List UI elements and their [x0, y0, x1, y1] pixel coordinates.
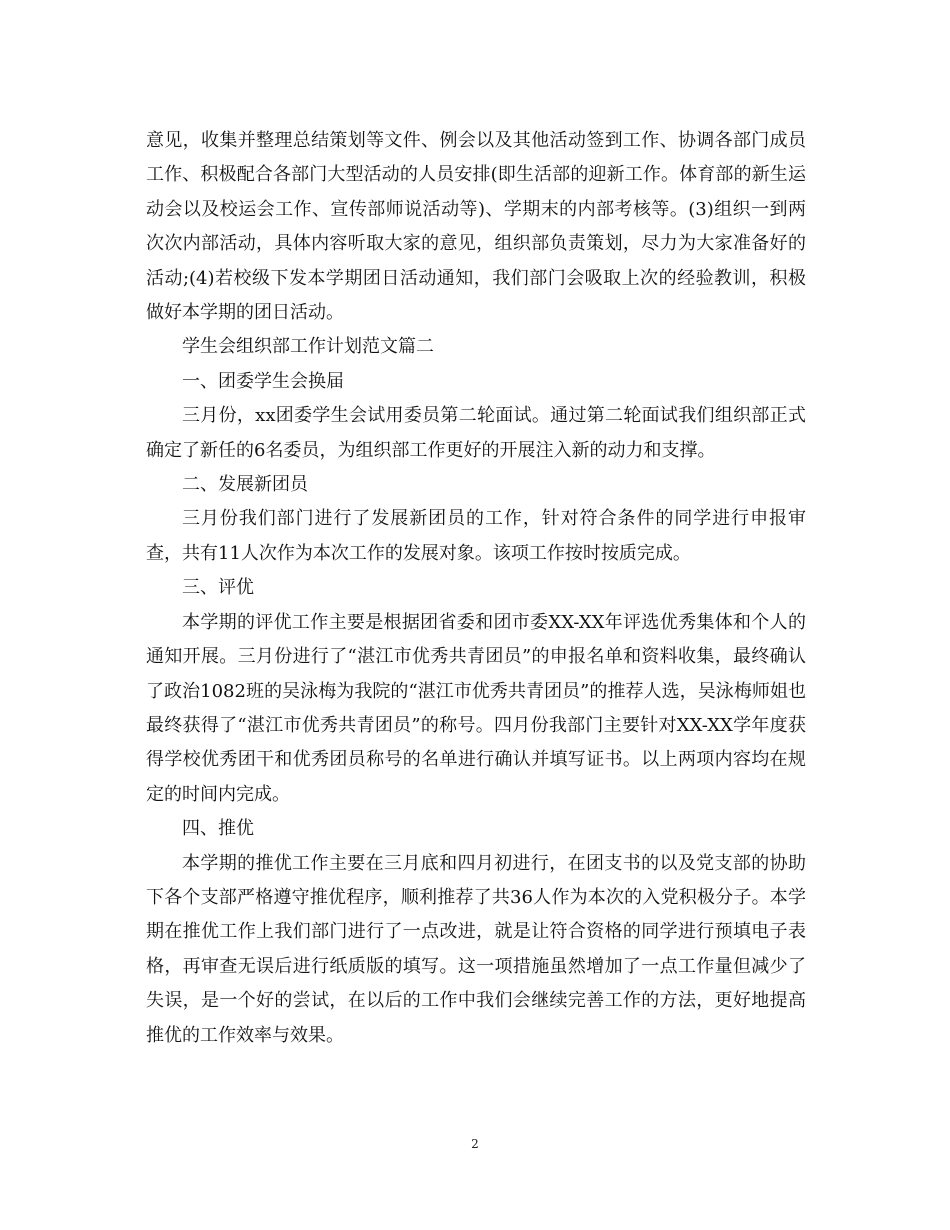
paragraph-recommendation: 本学期的推优工作主要在三月底和四月初进行，在团支书的以及党支部的协助下各个支部严格遵守推优程序，顺利推荐了共36人作为本次的入党积极分子。本学期在推优工作上我们部门进行了一点改进，就是让符合资格的同学进行预填电子表格，再审查无误后进行纸质版的填写。这一项措施虽然增加了一点工作量但减少了失误，是一个好的尝试，在以后的工作中我们会继续完善工作的方法，更好地提高推优的工作效率与效果。 [146, 852, 806, 1046]
section-title-plan-two: 学生会组织部工作计划范文篇二 [182, 336, 434, 358]
document-body [146, 124, 806, 1053]
paragraph-evaluation: 本学期的评优工作主要是根据团省委和团市委XX-XX年评选优秀集体和个人的通知开展。三月份进行了“湛江市优秀共青团员”的申报名单和资料收集，最终确认了政治1082班的吴泳梅为我院的“湛江市优秀共青团员”的推荐人选，吴泳梅师姐也最终获得了“湛江市优秀共青团员”的称号。四月份我部门主要针对XX-XX学年度获得学校优秀团干和优秀团员称号的名单进行确认并填写证书。以上两项内容均在规定的时间内完成。 [146, 611, 806, 805]
paragraph-continued-opinions: 意见，收集并整理总结策划等文件、例会以及其他活动签到工作、协调各部门成员工作、积极配合各部门大型活动的人员安排(即生活部的迎新工作。体育部的新生运动会以及校运会工作、宣传部师说活动等)、学期末的内部考核等。(3)组织一到两次次内部活动，具体内容听取大家的意见，组织部负责策划，尽力为大家准备好的活动;(4)若校级下发本学期团日活动通知，我们部门会吸取上次的经验教训，积极做好本学期的团日活动。 [146, 130, 806, 324]
heading-evaluation: 三、评优 [182, 577, 254, 599]
page-number: 2 [471, 1137, 479, 1151]
heading-recommendation: 四、推优 [182, 818, 254, 840]
heading-new-members: 二、发展新团员 [182, 474, 308, 496]
paragraph-interviews: 三月份，xx团委学生会试用委员第二轮面试。通过第二轮面试我们组织部正式确定了新任的6名委员，为组织部工作更好的开展注入新的动力和支撑。 [146, 405, 806, 461]
heading-league-committee-election: 一、团委学生会换届 [182, 370, 344, 392]
paragraph-new-members: 三月份我们部门进行了发展新团员的工作，针对符合条件的同学进行申报审查，共有11人次作为本次工作的发展对象。该项工作按时按质完成。 [146, 508, 806, 564]
